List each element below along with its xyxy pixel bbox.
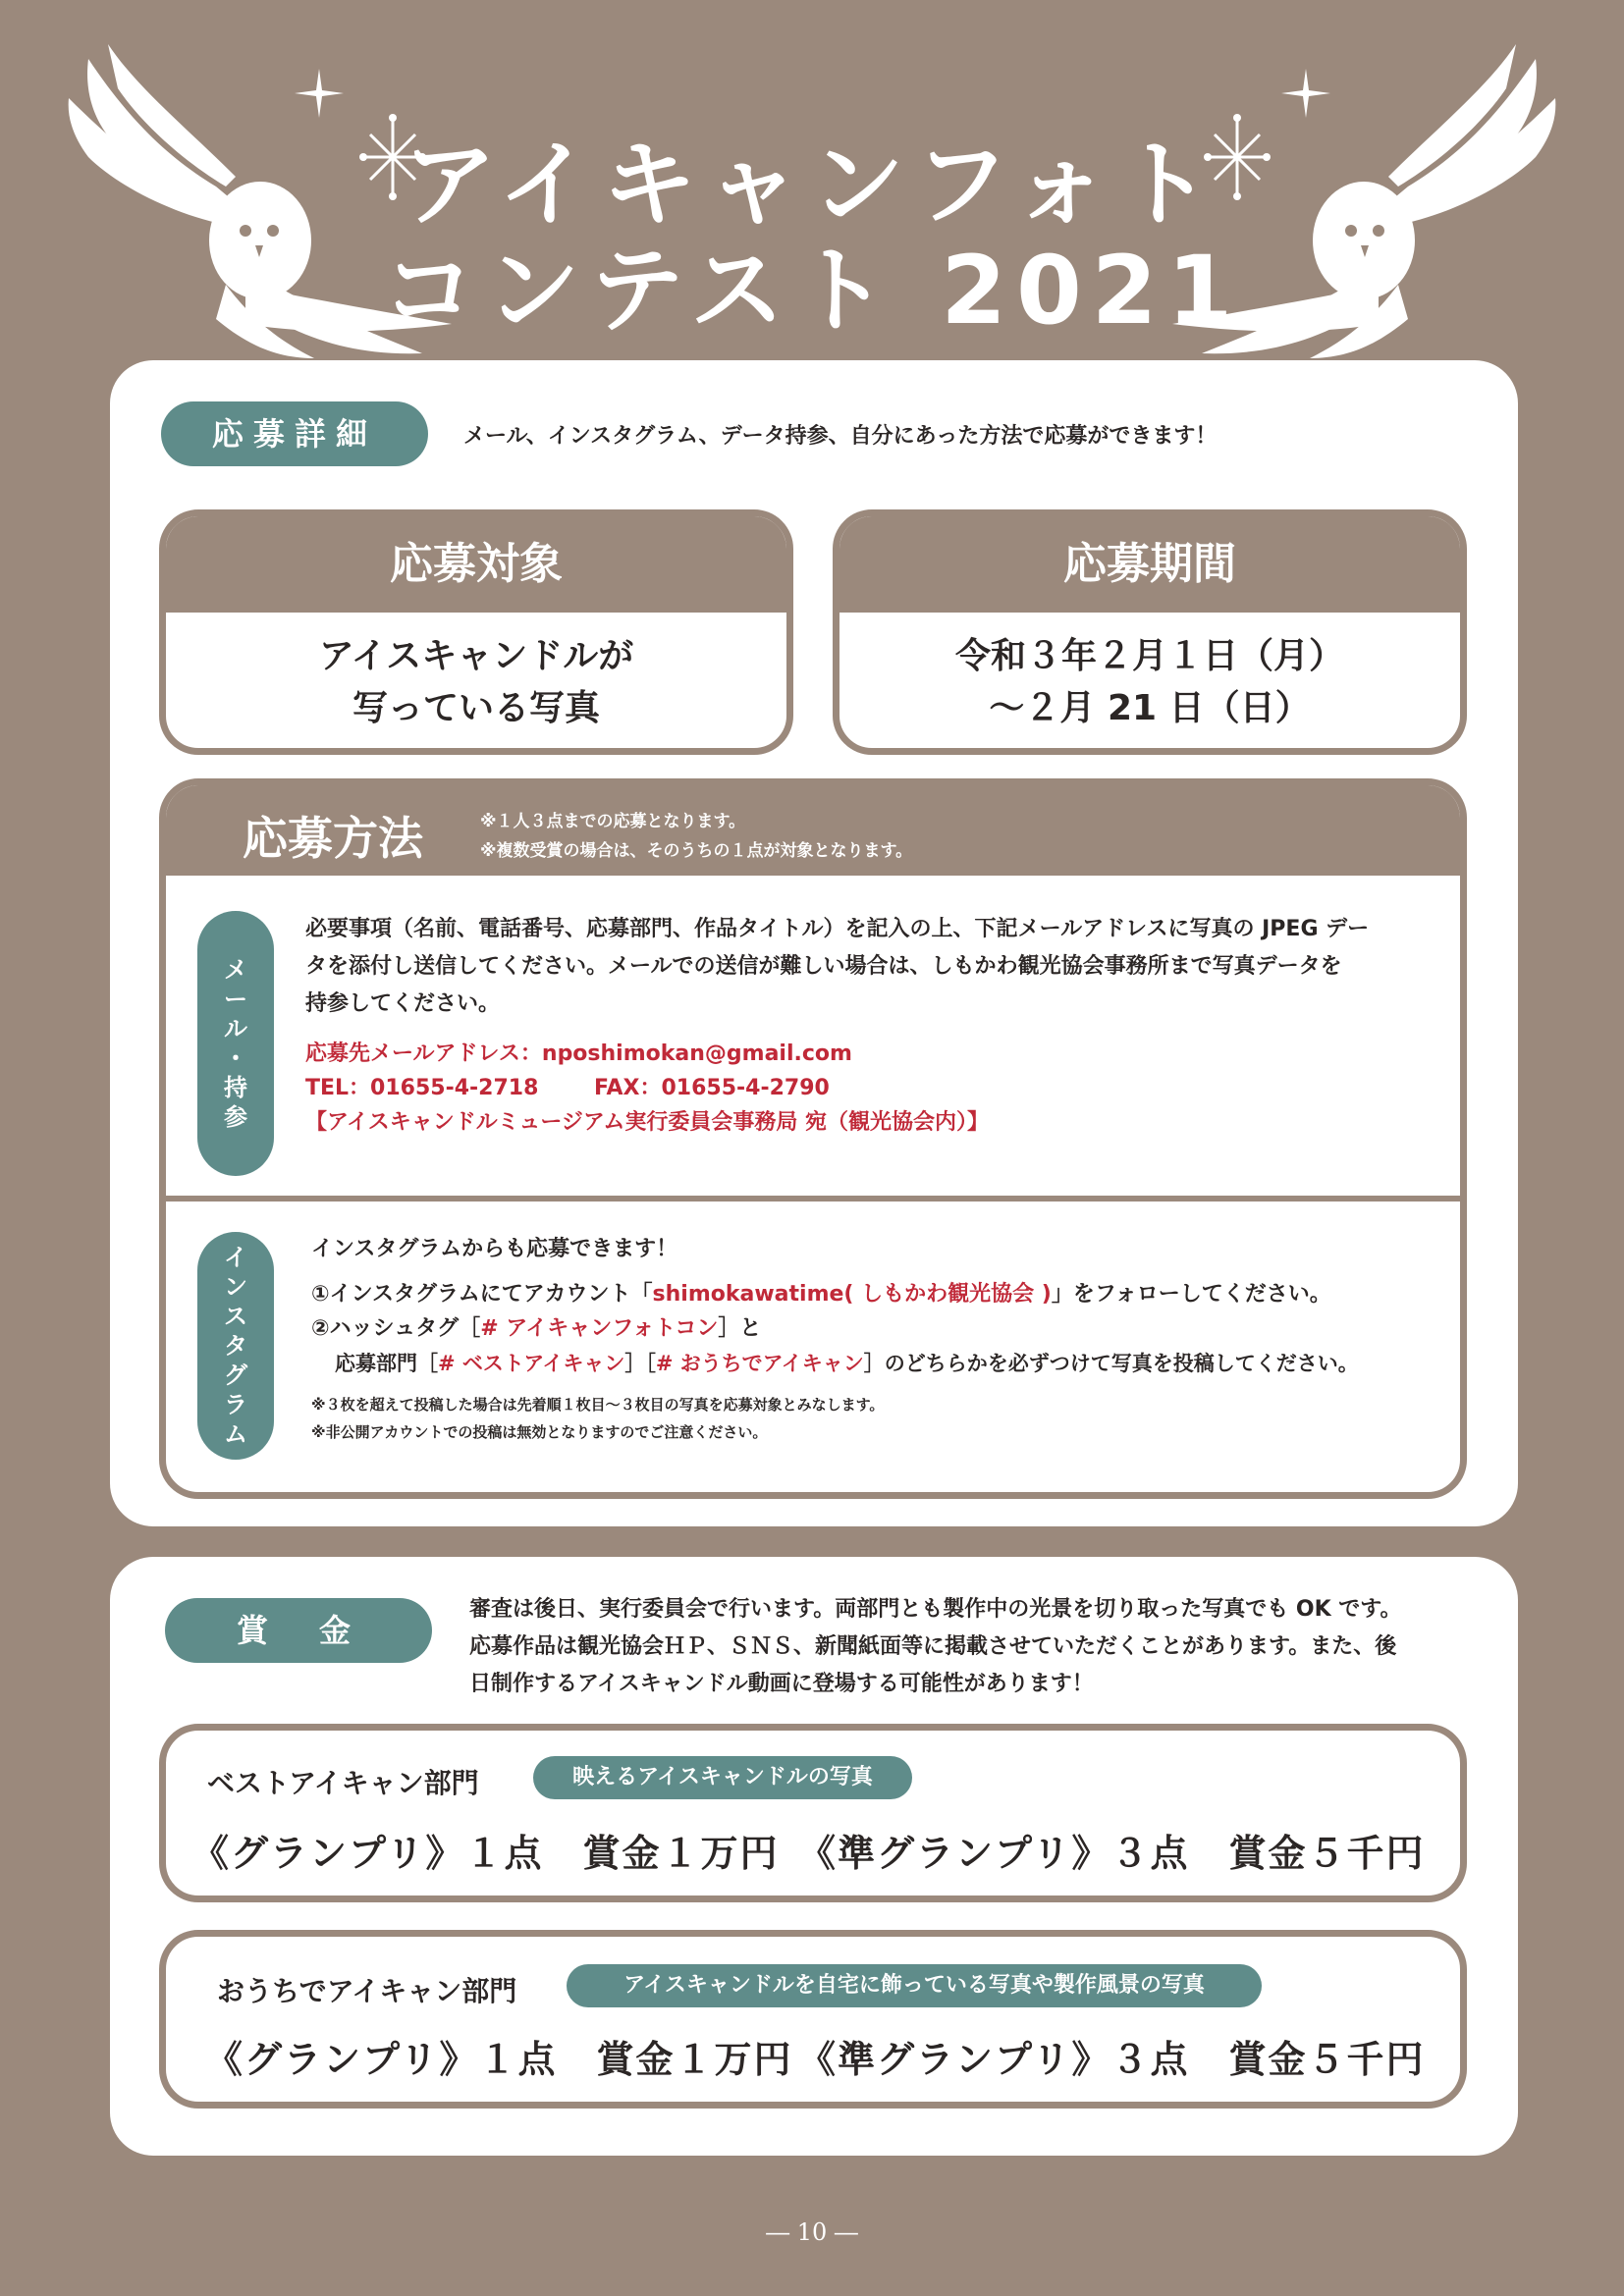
best-category-tag: 映えるアイスキャンドルの写真 (533, 1756, 912, 1799)
best-category-box (159, 1724, 1467, 1902)
mail-email: 応募先メールアドレス：nposhimokan@gmail.com (305, 1041, 852, 1066)
section-divider (166, 1196, 1460, 1201)
mail-tel: TEL：01655-4-2718 (305, 1076, 539, 1100)
method-note-2: ※複数受賞の場合は、そのうちの１点が対象となります。 (480, 841, 913, 861)
instagram-step-1: ①インスタグラムにてアカウント「shimokawatime( しもかわ観光協会 )」をフォローしてください。 (311, 1282, 1331, 1307)
page-number: ― 10 ― (766, 2218, 858, 2246)
application-details-panel (110, 360, 1518, 1526)
details-intro: メール、インスタグラム、データ持参、自分にあった方法で応募ができます！ (463, 424, 1218, 449)
details-pill: 応募詳細 (161, 401, 428, 466)
home-category-tag: アイスキャンドルを自宅に飾っている写真や製作風景の写真 (567, 1964, 1262, 2007)
page-title-line1: アイキャンフォト (402, 130, 1222, 240)
instagram-step-3: 応募部門［# ベストアイキャン］［# おうちでアイキャン］のどちらかを必ずつけて写真を投稿してください。 (335, 1352, 1359, 1375)
method-header (166, 785, 1460, 876)
mail-body-3: 持参してください。 (305, 991, 501, 1016)
method-note-1: ※１人３点までの応募となります。 (480, 812, 746, 831)
period-line1: 令和３年２月１日（月） (954, 636, 1344, 676)
prize-desc-2: 応募作品は観光協会ＨＰ、ＳＮＳ、新聞紙面等に掲載させていただくことがあります。また、後 (469, 1634, 1397, 1659)
home-grand-prize: 《グランプリ》１点 賞金１万円 (205, 2038, 793, 2081)
mail-fax: FAX：01655-4-2790 (594, 1076, 830, 1100)
home-semi-prize: 《準グランプリ》３点 賞金５千円 (798, 2038, 1426, 2081)
prize-pill: 賞 金 (165, 1598, 432, 1663)
method-box (159, 778, 1467, 1499)
instagram-note-2: ※非公開アカウントでの投稿は無効となりますのでご注意ください。 (311, 1423, 768, 1441)
target-heading: 応募対象 (166, 516, 786, 613)
mail-body-2: タを添付し送信してください。メールでの送信が難しい場合は、しもかわ観光協会事務所まで写真データを (305, 954, 1342, 979)
instagram-tab: イ ン ス タ グ ラ ム (197, 1232, 274, 1460)
period-box (833, 509, 1467, 755)
target-line2: 写っている写真 (352, 688, 600, 728)
page-title-line2: コンテスト 2021 (381, 236, 1243, 346)
mail-tab: メ ー ル ・ 持 参 (197, 911, 274, 1176)
instagram-intro: インスタグラムからも応募できます！ (311, 1237, 678, 1261)
period-line2: ～２月 21 日（日） (989, 688, 1311, 728)
target-line1: アイスキャンドルが (318, 636, 634, 676)
prize-desc-3: 日制作するアイスキャンドル動画に登場する可能性があります！ (469, 1672, 1094, 1696)
mail-office: 【アイスキャンドルミュージアム実行委員会事務局 宛（観光協会内）】 (305, 1110, 990, 1135)
mail-body-1: 必要事項（名前、電話番号、応募部門、作品タイトル）を記入の上、下記メールアドレスに写真の JPEG デー (305, 917, 1370, 941)
method-heading: 応募方法 (243, 812, 423, 865)
instagram-note-1: ※３枚を超えて投稿した場合は先着順１枚目～３枚目の写真を応募対象とみなします。 (311, 1396, 885, 1414)
target-box (159, 509, 793, 755)
period-heading: 応募期間 (839, 516, 1460, 613)
prize-panel (110, 1557, 1518, 2156)
best-grand-prize: 《グランプリ》１点 賞金１万円 (191, 1832, 780, 1875)
prize-desc-1: 審査は後日、実行委員会で行います。両部門とも製作中の光景を切り取った写真でも OK です。 (469, 1597, 1402, 1622)
home-category-name: おうちでアイキャン部門 (217, 1975, 517, 2007)
instagram-step-2: ②ハッシュタグ［# アイキャンフォトコン］と (311, 1316, 762, 1341)
best-semi-prize: 《準グランプリ》３点 賞金５千円 (798, 1832, 1426, 1875)
best-category-name: ベストアイキャン部門 (207, 1767, 479, 1799)
home-category-box (159, 1930, 1467, 2109)
